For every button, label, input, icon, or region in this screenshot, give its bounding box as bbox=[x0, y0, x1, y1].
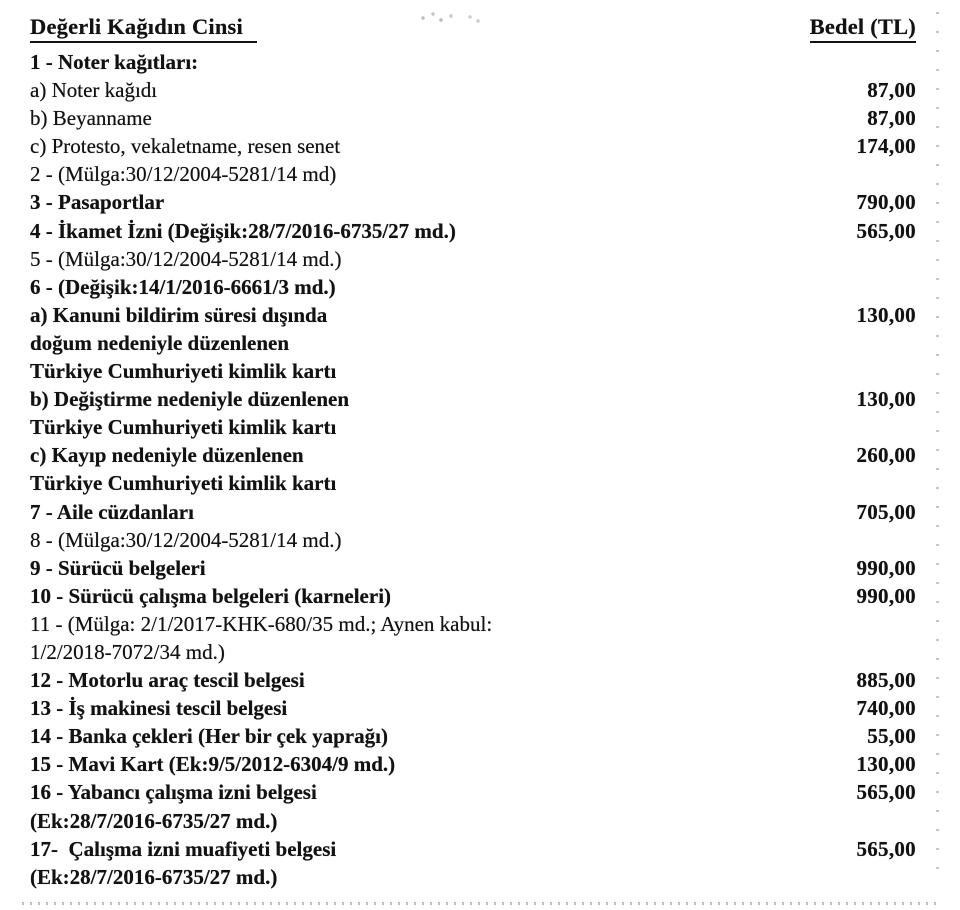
row-value: 55,00 bbox=[867, 724, 916, 749]
table-row bbox=[30, 188, 916, 216]
table-row bbox=[30, 357, 916, 385]
row-label: b) Değiştirme nedeniyle düzenlenen bbox=[30, 387, 350, 412]
row-label: 11 - (Mülga: 2/1/2017-KHK-680/35 md.; Aynen kabul: bbox=[30, 611, 493, 636]
table-row bbox=[30, 498, 916, 526]
table-row bbox=[30, 722, 916, 750]
row-label: 3 - Pasaportlar bbox=[30, 190, 165, 215]
row-label: 17- Çalışma izni muafiyeti belgesi bbox=[30, 836, 337, 861]
row-label: c) Protesto, vekaletname, resen senet bbox=[30, 134, 341, 159]
row-label: 13 - İş makinesi tescil belgesi bbox=[30, 696, 288, 721]
table-row bbox=[30, 807, 916, 835]
table-row bbox=[30, 526, 916, 554]
table-row bbox=[30, 76, 916, 104]
table-row bbox=[30, 750, 916, 778]
table-row bbox=[30, 413, 916, 441]
row-label: 14 - Banka çekleri (Her bir çek yaprağı) bbox=[30, 724, 388, 749]
table-row bbox=[30, 385, 916, 413]
row-label: 5 - (Mülga:30/12/2004-5281/14 md.) bbox=[30, 246, 342, 271]
row-label: 9 - Sürücü belgeleri bbox=[30, 555, 206, 580]
row-label: (Ek:28/7/2016-6735/27 md.) bbox=[30, 808, 278, 833]
row-label: Türkiye Cumhuriyeti kimlik kartı bbox=[30, 359, 337, 384]
table-row bbox=[30, 582, 916, 610]
row-label: doğum nedeniyle düzenlenen bbox=[30, 330, 290, 355]
row-value: 130,00 bbox=[856, 752, 916, 777]
table-row bbox=[30, 441, 916, 469]
column-header-document-type: Değerli Kağıdın Cinsi bbox=[30, 14, 257, 43]
table-row bbox=[30, 273, 916, 301]
row-label: Türkiye Cumhuriyeti kimlik kartı bbox=[30, 415, 337, 440]
row-label: a) Noter kağıdı bbox=[30, 78, 158, 103]
table-row bbox=[30, 132, 916, 160]
table-row bbox=[30, 160, 916, 188]
table-row bbox=[30, 778, 916, 806]
table-row bbox=[30, 638, 916, 666]
row-value: 130,00 bbox=[856, 387, 916, 412]
row-value: 174,00 bbox=[856, 134, 916, 159]
table-row bbox=[30, 469, 916, 497]
row-label: 2 - (Mülga:30/12/2004-5281/14 md) bbox=[30, 162, 337, 187]
row-value: 990,00 bbox=[856, 555, 916, 580]
row-label: c) Kayıp nedeniyle düzenlenen bbox=[30, 443, 304, 468]
perforation-dotted-edge bbox=[936, 12, 939, 886]
table-row bbox=[30, 835, 916, 863]
row-value: 990,00 bbox=[856, 583, 916, 608]
fee-schedule-table bbox=[30, 14, 916, 891]
table-row bbox=[30, 48, 916, 76]
table-row bbox=[30, 217, 916, 245]
table-header bbox=[30, 14, 916, 43]
row-label: (Ek:28/7/2016-6735/27 md.) bbox=[30, 864, 278, 889]
table-row bbox=[30, 329, 916, 357]
table-row bbox=[30, 610, 916, 638]
row-value: 705,00 bbox=[856, 499, 916, 524]
column-header-price: Bedel (TL) bbox=[810, 14, 916, 43]
row-label: 16 - Yabancı çalışma izni belgesi bbox=[30, 780, 317, 805]
row-value: 790,00 bbox=[856, 190, 916, 215]
row-label: 1 - Noter kağıtları: bbox=[30, 50, 199, 74]
row-label: Türkiye Cumhuriyeti kimlik kartı bbox=[30, 471, 337, 496]
row-value: 740,00 bbox=[856, 696, 916, 721]
row-label: 12 - Motorlu araç tescil belgesi bbox=[30, 668, 305, 693]
row-value: 565,00 bbox=[856, 780, 916, 805]
row-label: 10 - Sürücü çalışma belgeleri (karneleri) bbox=[30, 583, 392, 608]
row-value: 565,00 bbox=[856, 218, 916, 243]
row-value: 130,00 bbox=[856, 302, 916, 327]
table-row bbox=[30, 301, 916, 329]
row-label: 7 - Aile cüzdanları bbox=[30, 499, 194, 524]
row-label: a) Kanuni bildirim süresi dışında bbox=[30, 302, 328, 327]
row-label: 4 - İkamet İzni (Değişik:28/7/2016-6735/27 md.) bbox=[30, 218, 456, 243]
table-row bbox=[30, 694, 916, 722]
row-value: 885,00 bbox=[856, 668, 916, 693]
row-label: 1/2/2018-7072/34 md.) bbox=[30, 639, 225, 664]
bottom-dotted-rule bbox=[22, 902, 942, 905]
table-row bbox=[30, 245, 916, 273]
row-value: 87,00 bbox=[867, 106, 916, 131]
table-row bbox=[30, 104, 916, 132]
table-row bbox=[30, 666, 916, 694]
row-value: 87,00 bbox=[867, 78, 916, 103]
table-row bbox=[30, 554, 916, 582]
row-label: b) Beyanname bbox=[30, 106, 152, 131]
row-label: 8 - (Mülga:30/12/2004-5281/14 md.) bbox=[30, 527, 342, 552]
row-value: 260,00 bbox=[856, 443, 916, 468]
table-body bbox=[30, 48, 916, 891]
row-label: 6 - (Değişik:14/1/2016-6661/3 md.) bbox=[30, 274, 336, 299]
table-row bbox=[30, 863, 916, 891]
row-label: 15 - Mavi Kart (Ek:9/5/2012-6304/9 md.) bbox=[30, 752, 396, 777]
row-value: 565,00 bbox=[856, 836, 916, 861]
